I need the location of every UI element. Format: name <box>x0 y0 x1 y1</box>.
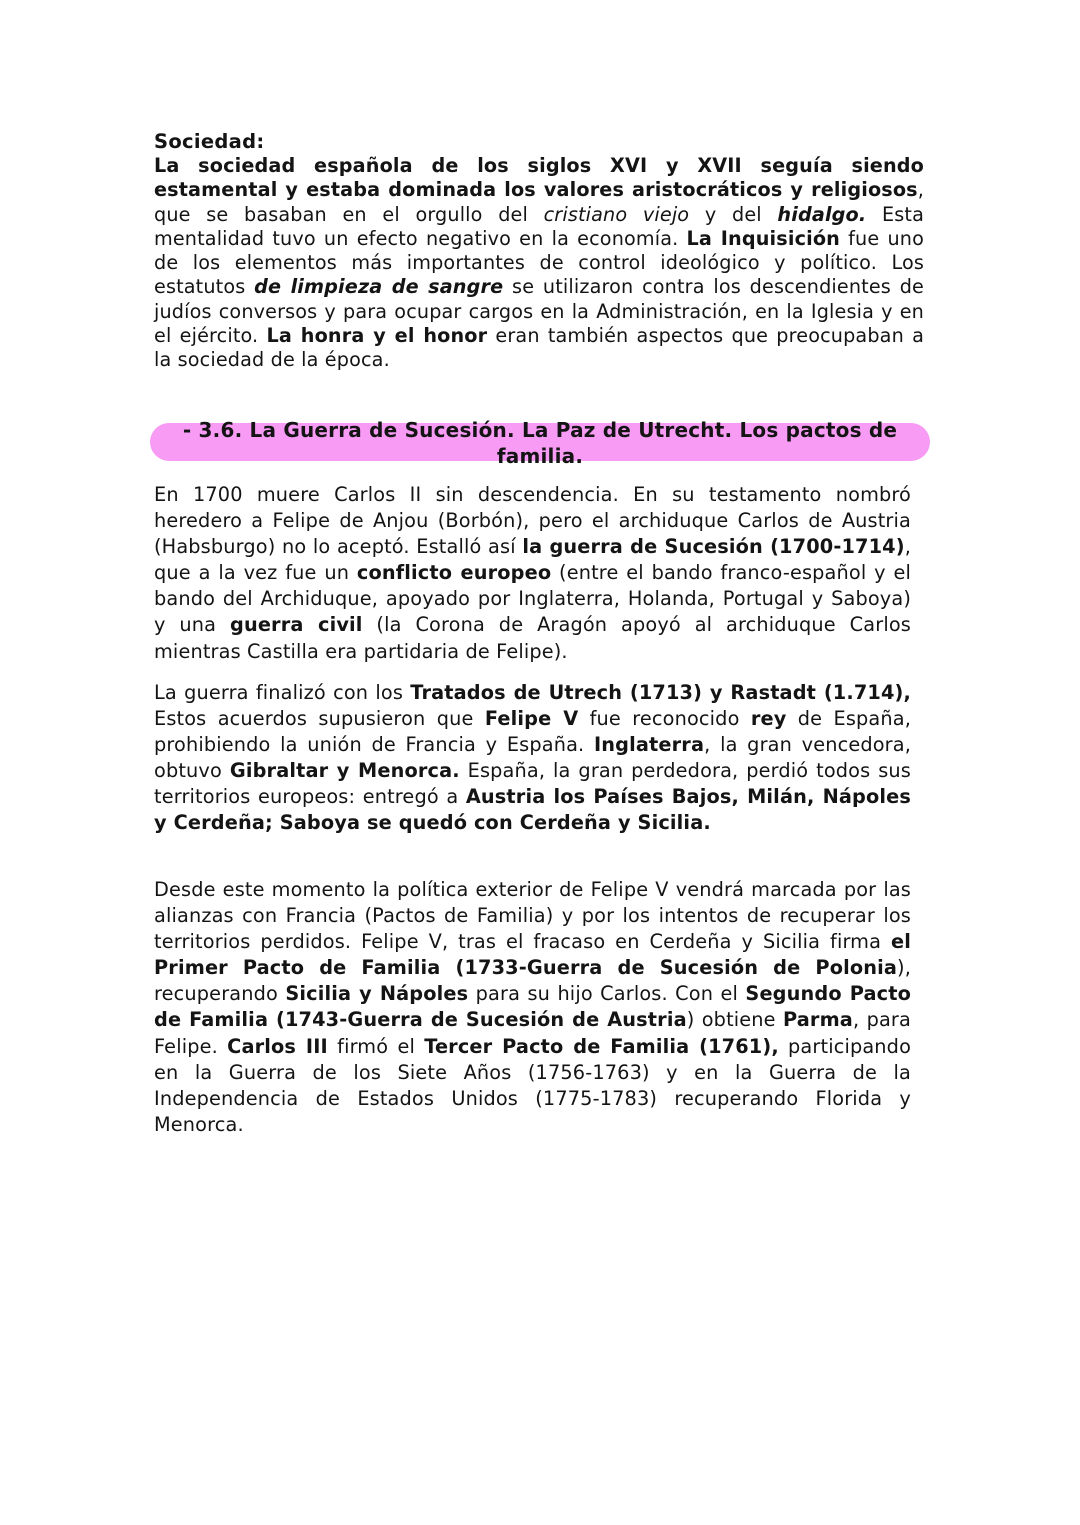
text-run: Tratados de Utrech (1713) y Rastadt (1.714), <box>410 681 911 704</box>
text-run: Austria los Países Bajos, Milán, Nápoles y Cerdeña; Saboya se quedó con Cerdeña y Sicilia. <box>154 785 911 835</box>
section-title: - 3.6. La Guerra de Sucesión. La Paz de Utrecht. Los pactos de familia. <box>182 418 898 468</box>
text-run: , que se basaban en el orgullo del <box>154 178 924 226</box>
text-run: (la Corona de Aragón apoyó al archiduque Carlos mientras Castilla era partidaria de Felipe). <box>154 613 911 663</box>
text-run: de limpieza de sangre <box>254 275 504 299</box>
paragraph-pactos-familia <box>154 877 911 1138</box>
text-run: fue reconocido <box>578 707 751 731</box>
text-run: Inglaterra <box>593 733 705 757</box>
text-run: la guerra de Sucesión (1700-1714) <box>522 535 905 559</box>
text-run: La honra y el honor <box>266 324 488 348</box>
text-run: conflicto europeo <box>356 561 552 585</box>
paragraph-tratados <box>154 680 911 837</box>
text-run: para su hijo Carlos. Con el <box>468 982 746 1006</box>
text-run: Tercer Pacto de Familia (1761), <box>424 1034 779 1058</box>
sociedad-text <box>154 154 924 373</box>
sociedad-heading: Sociedad: <box>154 130 265 153</box>
text-run: Estos acuerdos supusieron que <box>154 707 485 731</box>
text-run: , para Felipe. <box>154 1008 911 1058</box>
text-run: guerra civil <box>230 613 363 637</box>
text-run: En 1700 muere Carlos II sin descendencia. En su testamento nombró heredero a Felipe de Anjou (Borbón), pero el archiduque Carlos de Austria (Habsburgo) no lo aceptó. Estalló así <box>154 483 911 559</box>
text-run: ) obtiene <box>686 1008 783 1032</box>
text-run: Desde este momento la política exterior de Felipe V vendrá marcada por las alianzas con Francia (Pactos de Familia) y por los intentos de recuperar los territorios perdidos. Felipe V, tras el fracaso en Cerdeña y Sicilia firma <box>154 878 911 954</box>
text-run: rey <box>750 707 787 731</box>
text-run: (entre el bando franco-español y el bando del Archiduque, apoyado por Inglaterra, Holanda, Portugal y Saboya) y una <box>154 561 911 637</box>
text-run: Carlos III <box>227 1034 328 1058</box>
text-run: , la gran vencedora, obtuvo <box>154 733 911 783</box>
text-run: cristiano viejo <box>543 202 690 226</box>
text-run: España, la gran perdedora, perdió todos sus territorios europeos: entregó a <box>154 759 912 809</box>
text-run: Esta mentalidad tuvo un efecto negativo en la economía. <box>154 202 924 250</box>
text-run: de España, prohibiendo la unión de Francia y España. <box>154 707 911 757</box>
paragraph-guerra-sucesion <box>154 482 911 665</box>
text-run: La sociedad española de los siglos XVI y XVII seguía siendo estamental y estaba dominada los valores aristocráticos y religiosos <box>154 154 924 202</box>
text-run: Felipe V <box>484 707 579 731</box>
sociedad-paragraph <box>154 154 924 373</box>
text-run: , que a la vez fue un <box>154 535 911 585</box>
paragraph-text <box>154 482 911 665</box>
text-run: Segundo Pacto de Familia (1743-Guerra de Sucesión de Austria <box>154 982 911 1032</box>
text-run: y del <box>689 202 778 226</box>
text-run: Parma <box>782 1008 853 1032</box>
text-run: Sicilia y Nápoles <box>285 982 469 1006</box>
paragraph-text <box>154 680 911 837</box>
text-run: Gibraltar y Menorca. <box>229 759 460 783</box>
text-run: el Primer Pacto de Familia (1733-Guerra de Sucesión de Polonia <box>154 930 911 980</box>
text-run: firmó el <box>327 1034 425 1058</box>
text-run: fue uno de los elementos más importantes de control ideológico y político. Los estatutos <box>154 226 924 299</box>
text-run: se utilizaron contra los descendientes de judíos conversos y para ocupar cargos en la Administración, en la Iglesia y en el ejército. <box>154 275 924 348</box>
text-run: hidalgo. <box>777 202 867 226</box>
text-run: La guerra finalizó con los <box>154 681 411 704</box>
text-run: participando en la Guerra de los Siete Años (1756-1763) y en la Guerra de la Independencia de Estados Unidos (1775-1783) recuperando Florida y Menorca. <box>154 1034 912 1136</box>
paragraph-text <box>154 877 911 1138</box>
text-run: ), recuperando <box>154 956 911 1006</box>
text-run: eran también aspectos que preocupaban a la sociedad de la época. <box>154 324 924 372</box>
text-run: La Inquisición <box>686 226 840 250</box>
